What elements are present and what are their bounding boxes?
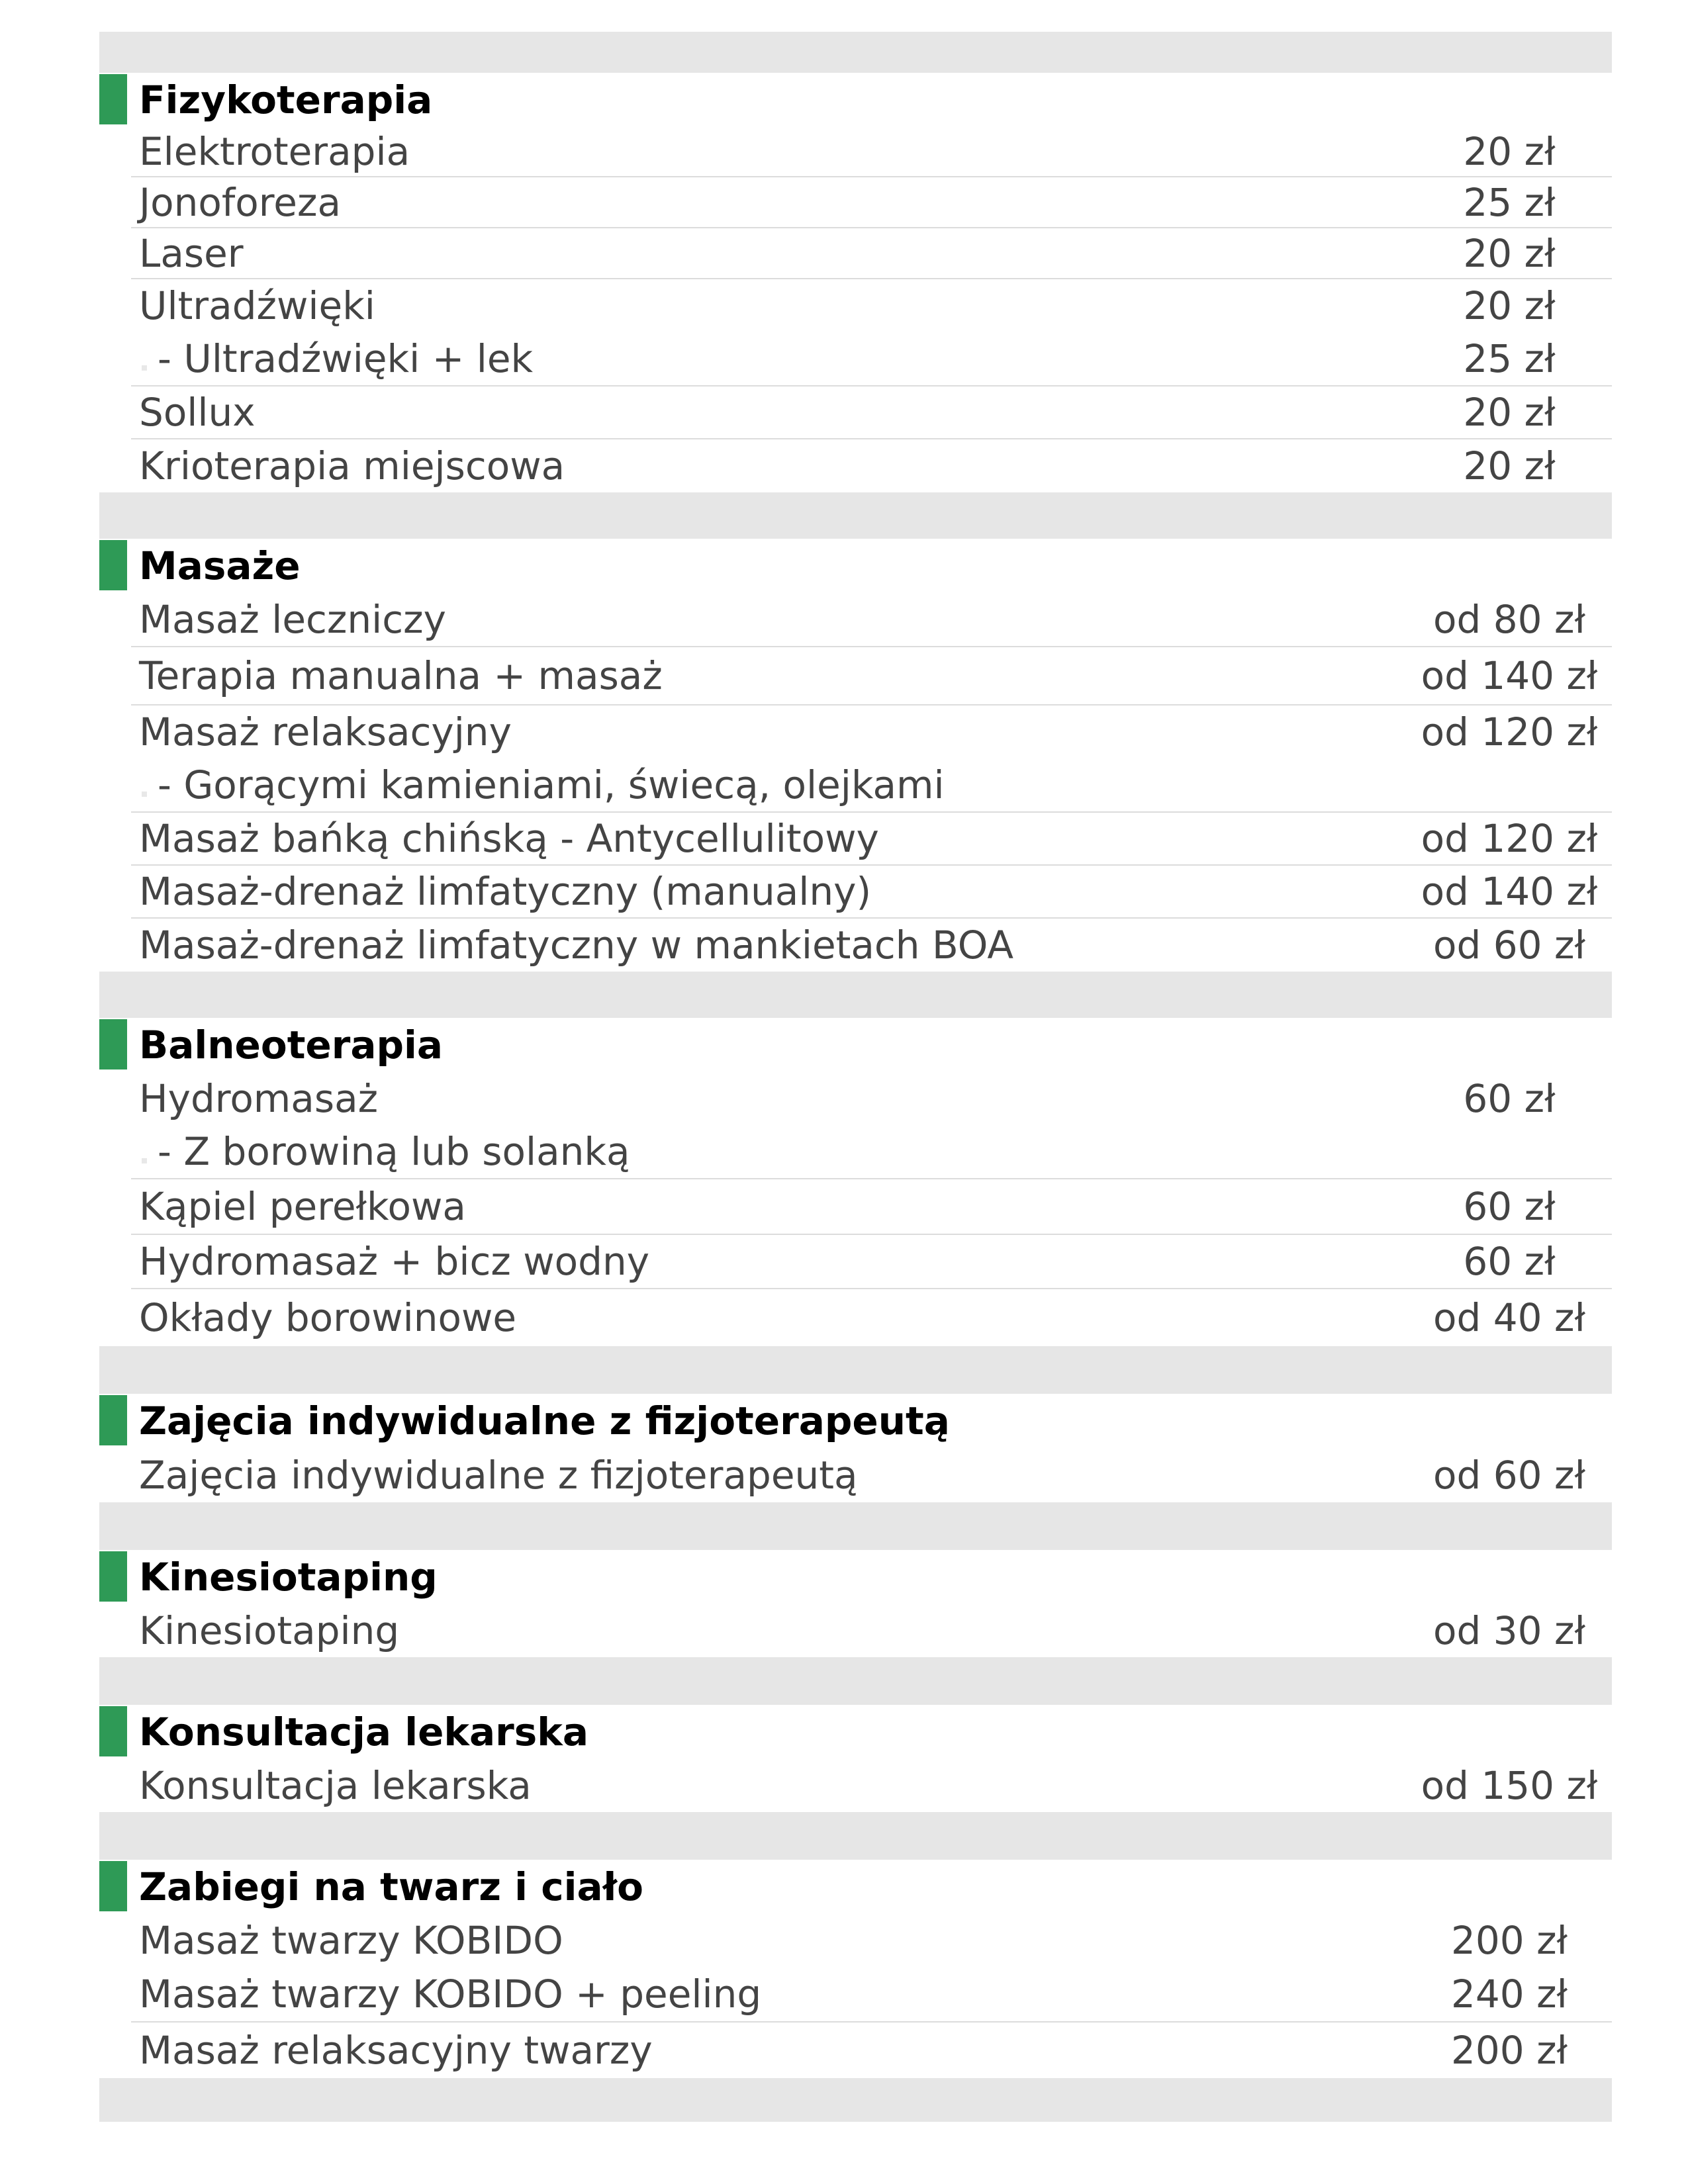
price-row-sub	[131, 1125, 1612, 1179]
service-name: Masaż-drenaż limfatyczny w mankietach BOA	[139, 923, 1014, 968]
section-separator	[99, 1346, 1612, 1394]
service-price: od 40 zł	[1433, 1295, 1585, 1340]
service-price: 200 zł	[1450, 2028, 1568, 2073]
sub-item-bullet	[142, 1158, 147, 1163]
service-name: Masaż twarzy KOBIDO	[139, 1918, 563, 1963]
section-title: Kinesiotaping	[139, 1555, 438, 1600]
price-row	[131, 1448, 1612, 1502]
price-row	[131, 1235, 1612, 1289]
price-row	[131, 228, 1612, 279]
section-separator	[99, 32, 1612, 73]
service-name: Kinesiotaping	[139, 1608, 400, 1653]
section-title: Konsultacja lekarska	[139, 1709, 588, 1754]
price-row	[131, 705, 1612, 758]
section-separator	[99, 972, 1612, 1018]
price-row	[131, 647, 1612, 705]
section-title: Zabiegi na twarz i ciało	[139, 1864, 643, 1909]
price-row	[131, 1967, 1612, 2023]
section-header	[99, 1394, 1612, 1448]
price-row	[131, 919, 1612, 972]
price-row	[131, 1179, 1612, 1235]
service-name: Terapia manualna + masaż	[139, 653, 663, 698]
service-name: Masaż bańką chińską - Antycellulitowy	[139, 816, 879, 861]
service-name: Masaż leczniczy	[139, 597, 446, 642]
service-name: Kąpiel perełkowa	[139, 1184, 466, 1229]
section-header	[99, 1705, 1612, 1759]
service-price: 25 zł	[1463, 179, 1556, 225]
service-price: od 60 zł	[1433, 923, 1585, 968]
service-name: Hydromasaż	[139, 1076, 379, 1121]
section-header	[99, 1018, 1612, 1072]
service-name: Elektroterapia	[139, 129, 410, 174]
service-price: 60 zł	[1463, 1184, 1556, 1229]
section-separator	[99, 1812, 1612, 1860]
service-name: Masaż-drenaż limfatyczny (manualny)	[139, 869, 872, 914]
section-marker	[99, 1706, 127, 1756]
price-row-sub	[131, 758, 1612, 813]
price-list	[99, 32, 1612, 2122]
service-name: Masaż relaksacyjny twarzy	[139, 2028, 653, 2073]
service-price: 20 zł	[1463, 129, 1556, 174]
service-name: Sollux	[139, 390, 256, 435]
service-name: Masaż relaksacyjny	[139, 709, 512, 754]
service-price: 20 zł	[1463, 390, 1556, 435]
price-row	[131, 127, 1612, 177]
section-marker	[99, 1551, 127, 1602]
section-marker	[99, 1019, 127, 1069]
section-separator	[99, 2078, 1612, 2122]
price-row	[131, 1604, 1612, 1657]
section-separator	[99, 1657, 1612, 1705]
price-row	[131, 1289, 1612, 1346]
section-marker	[99, 1861, 127, 1911]
price-row	[131, 866, 1612, 919]
price-row	[131, 1914, 1612, 1967]
service-name: - Z borowiną lub solanką	[158, 1129, 630, 1174]
service-price: 20 zł	[1463, 283, 1556, 328]
service-price: 240 zł	[1450, 1972, 1568, 2017]
section-title: Fizykoterapia	[139, 77, 433, 122]
service-name: Okłady borowinowe	[139, 1295, 517, 1340]
price-row	[131, 279, 1612, 332]
sub-item-bullet	[142, 365, 147, 371]
service-name: Konsultacja lekarska	[139, 1763, 532, 1808]
service-price: od 80 zł	[1433, 597, 1585, 642]
section-title: Masaże	[139, 543, 301, 588]
price-row	[131, 1759, 1612, 1812]
price-row	[131, 177, 1612, 228]
price-row	[131, 439, 1612, 492]
service-name: Zajęcia indywidualne z fizjoterapeutą	[139, 1453, 858, 1498]
section-marker	[99, 74, 127, 124]
service-name: - Ultradźwięki + lek	[158, 336, 534, 381]
service-price: 20 zł	[1463, 230, 1556, 276]
service-name: Masaż twarzy KOBIDO + peeling	[139, 1972, 762, 2017]
service-price: 20 zł	[1463, 443, 1556, 488]
section-title: Balneoterapia	[139, 1023, 444, 1068]
service-price: 25 zł	[1463, 336, 1556, 381]
service-price: od 30 zł	[1433, 1608, 1585, 1653]
sub-item-bullet	[142, 792, 147, 797]
service-name: Laser	[139, 230, 244, 276]
section-header	[99, 539, 1612, 593]
price-row	[131, 2023, 1612, 2078]
section-title: Zajęcia indywidualne z fizjoterapeutą	[139, 1398, 950, 1443]
price-row	[131, 387, 1612, 439]
service-name: - Gorącymi kamieniami, świecą, olejkami	[158, 762, 945, 807]
service-name: Krioterapia miejscowa	[139, 443, 565, 488]
price-row-sub	[131, 332, 1612, 387]
service-name: Hydromasaż + bicz wodny	[139, 1239, 650, 1284]
service-price: 60 zł	[1463, 1076, 1556, 1121]
section-header	[99, 73, 1612, 127]
service-price: od 120 zł	[1421, 709, 1598, 754]
service-price: od 140 zł	[1421, 869, 1598, 914]
price-row	[131, 1072, 1612, 1125]
section-marker	[99, 540, 127, 590]
service-price: od 120 zł	[1421, 816, 1598, 861]
service-price: od 140 zł	[1421, 653, 1598, 698]
service-price: od 150 zł	[1421, 1763, 1598, 1808]
price-row	[131, 813, 1612, 866]
section-header	[99, 1860, 1612, 1914]
section-marker	[99, 1395, 127, 1445]
service-price: od 60 zł	[1433, 1453, 1585, 1498]
service-price: 200 zł	[1450, 1918, 1568, 1963]
section-header	[99, 1550, 1612, 1604]
price-row	[131, 593, 1612, 647]
section-separator	[99, 492, 1612, 539]
section-separator	[99, 1502, 1612, 1550]
service-price: 60 zł	[1463, 1239, 1556, 1284]
service-name: Jonoforeza	[139, 179, 341, 225]
service-name: Ultradźwięki	[139, 283, 375, 328]
